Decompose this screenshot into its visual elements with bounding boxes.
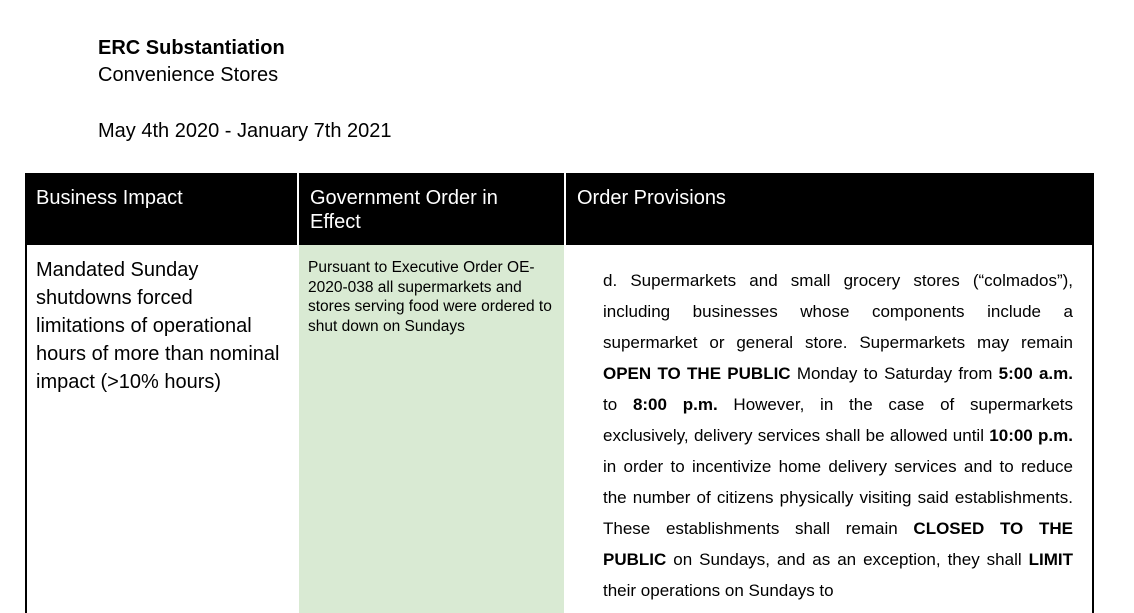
document-subtitle: Convenience Stores xyxy=(98,64,279,86)
date-range: May 4th 2020 - January 7th 2021 xyxy=(98,120,392,142)
document-title: ERC Substantiation xyxy=(98,37,285,59)
column-header-order-provisions: Order Provisions xyxy=(577,187,726,209)
business-impact-cell: Mandated Sunday shutdowns forced limitations of operational hours of more than nominal impact (>10% hours) xyxy=(27,245,297,613)
order-table xyxy=(25,173,1094,613)
order-provisions-cell xyxy=(566,245,1092,613)
government-order-cell: Pursuant to Executive Order OE-2020-038 all supermarkets and stores serving food were ordered to shut down on Sundays xyxy=(299,245,564,613)
column-header-government-order: Government Order in Effect xyxy=(310,187,498,233)
provision-text: d. Supermarkets and small grocery stores (“colmados”), including businesses whose components include a supermarket or general store. Supermarkets may remain OPEN TO THE PUBLIC Monday to Saturday from 5:00 a.m. to 8:00 p.m. However, in the case of supermarkets exclusively, delivery services shall be allowed until 10:00 p.m. in order to incentivize home delivery services and to reduce the number of citizens physically visiting said establishments. These establishments shall remain CLOSED TO THE PUBLIC on Sundays, and as an exception, they shall LIMIT their operations on Sundays to xyxy=(603,271,1073,600)
column-header-business-impact: Business Impact xyxy=(36,187,183,209)
